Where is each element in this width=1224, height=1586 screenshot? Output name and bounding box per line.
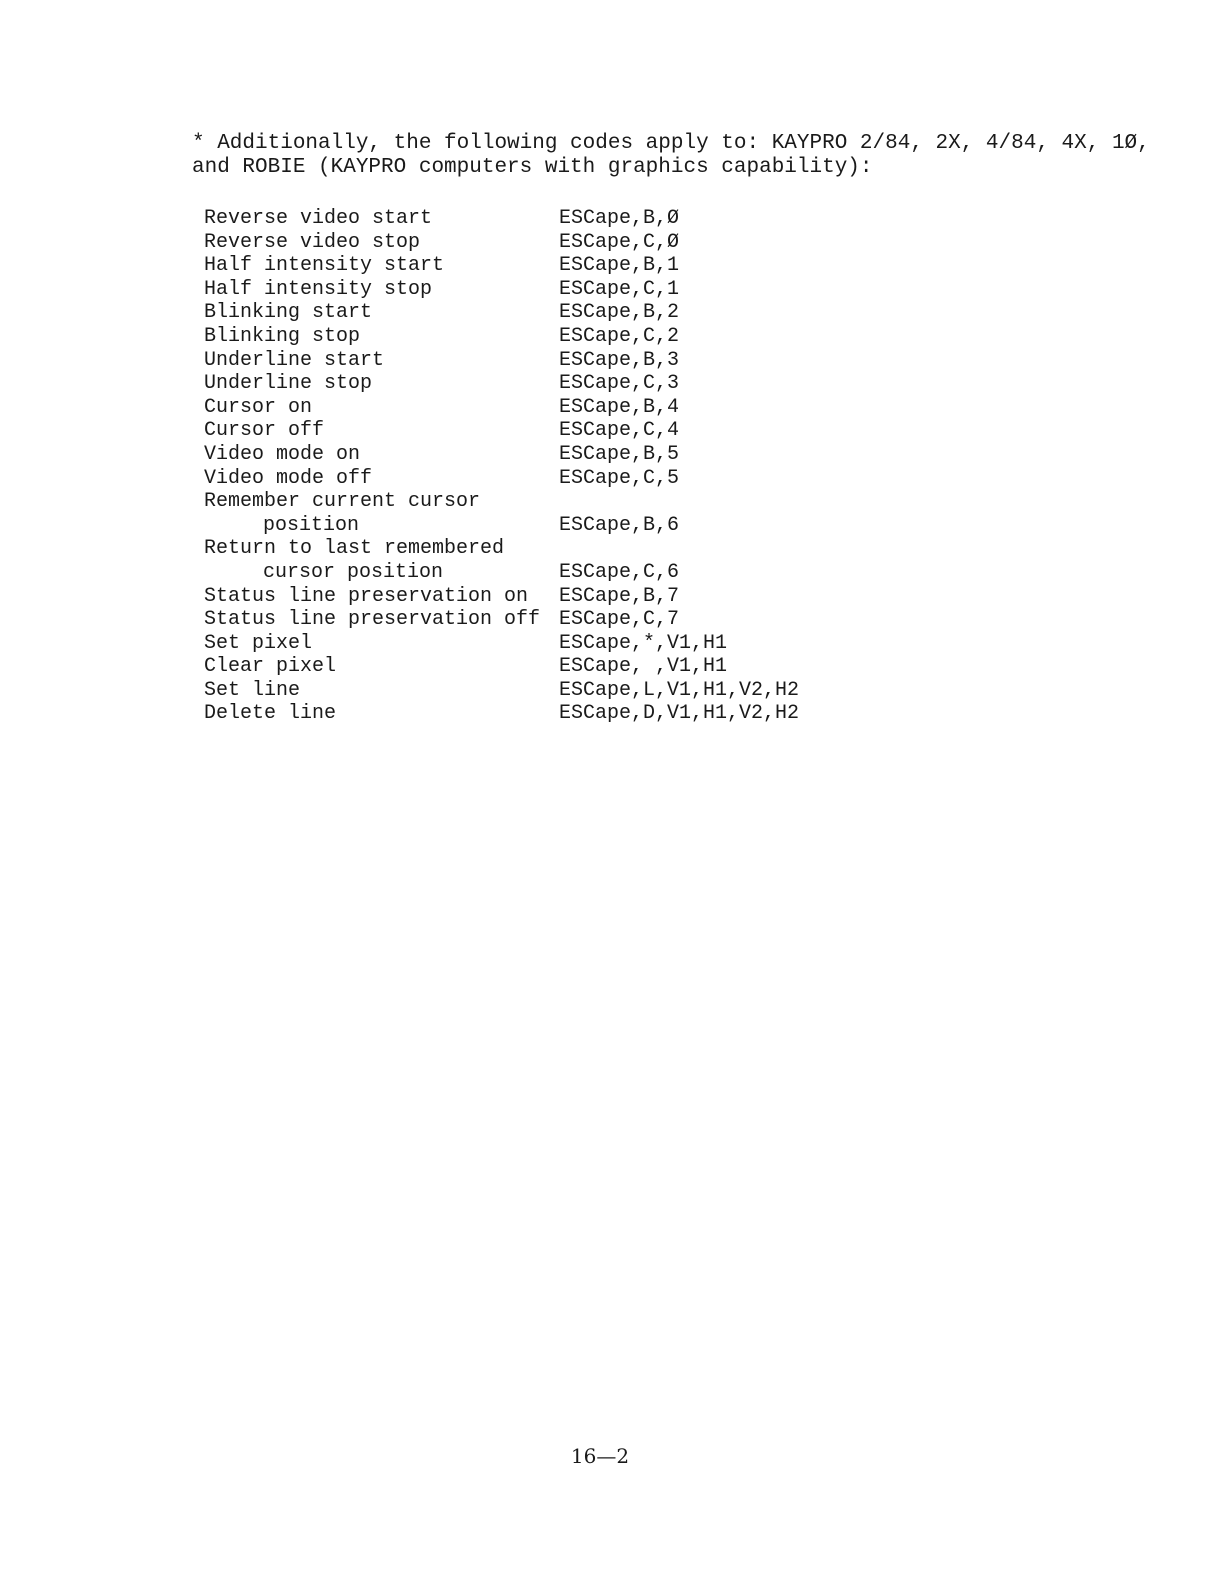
code-row (204, 254, 824, 278)
intro-line-2: and ROBIE (KAYPRO computers with graphics capability): (192, 156, 873, 179)
escape-sequence: ESCape,B,4 (559, 395, 680, 419)
escape-sequence: ESCape,B,1 (559, 254, 680, 278)
code-row (204, 655, 824, 679)
code-row (204, 702, 824, 726)
code-row (204, 443, 824, 467)
escape-sequence: ESCape,C,5 (559, 466, 680, 490)
escape-sequence: ESCape,C,7 (559, 608, 680, 632)
function-label: Underline start (204, 348, 385, 372)
intro-paragraph (192, 132, 1150, 180)
function-label: Blinking stop (204, 324, 361, 348)
function-label: Set pixel (204, 631, 313, 655)
function-label: Set line (204, 678, 301, 702)
code-row (204, 514, 824, 538)
escape-sequence: ESCape,B,6 (559, 513, 680, 537)
function-label: Remember current cursor (204, 490, 481, 514)
function-label: Status line preservation on (204, 584, 529, 608)
function-label: Underline stop (204, 372, 373, 396)
escape-sequence: ESCape,L,V1,H1,V2,H2 (559, 678, 800, 702)
code-row (204, 679, 824, 703)
function-label: Cursor on (204, 395, 313, 419)
code-row (204, 632, 824, 656)
escape-sequence: ESCape,B,Ø (559, 207, 680, 230)
code-row (204, 231, 824, 255)
function-label: Cursor off (204, 419, 325, 443)
function-label: Return to last remembered (204, 537, 505, 561)
code-row (204, 537, 824, 561)
code-row (204, 467, 824, 491)
code-row (204, 372, 824, 396)
code-row (204, 207, 824, 231)
escape-sequence: ESCape,B,2 (559, 301, 680, 325)
escape-sequence: ESCape, ,V1,H1 (559, 655, 728, 679)
intro-line-1: * Additionally, the following codes apply to: KAYPRO 2/84, 2X, 4/84, 4X, 1Ø, (192, 132, 1150, 155)
function-label: Delete line (204, 702, 337, 726)
escape-code-table (204, 207, 824, 726)
function-label: Reverse video stop (204, 230, 421, 254)
code-row (204, 301, 824, 325)
escape-sequence: ESCape,C,Ø (559, 230, 680, 254)
escape-sequence: ESCape,*,V1,H1 (559, 631, 728, 655)
function-label: Status line preservation off (204, 608, 541, 632)
page-number: 16—2 (570, 1444, 630, 1468)
function-label: position (263, 513, 360, 537)
escape-sequence: ESCape,B,3 (559, 348, 680, 372)
function-label: Blinking start (204, 301, 373, 325)
function-label: Half intensity stop (204, 277, 433, 301)
escape-sequence: ESCape,C,1 (559, 277, 680, 301)
function-label: Video mode off (204, 466, 373, 490)
code-row (204, 278, 824, 302)
code-row (204, 396, 824, 420)
escape-sequence: ESCape,B,5 (559, 442, 680, 466)
code-row (204, 325, 824, 349)
code-row (204, 490, 824, 514)
function-label: Reverse video start (204, 207, 433, 230)
escape-sequence: ESCape,B,7 (559, 584, 680, 608)
escape-sequence: ESCape,C,2 (559, 324, 680, 348)
function-label: Clear pixel (204, 655, 337, 679)
escape-sequence: ESCape,D,V1,H1,V2,H2 (559, 702, 800, 726)
code-row (204, 608, 824, 632)
escape-sequence: ESCape,C,6 (559, 560, 680, 584)
code-row (204, 561, 824, 585)
code-row (204, 349, 824, 373)
function-label: Video mode on (204, 442, 361, 466)
escape-sequence: ESCape,C,4 (559, 419, 680, 443)
function-label: Half intensity start (204, 254, 445, 278)
code-row (204, 585, 824, 609)
code-row (204, 419, 824, 443)
function-label: cursor position (263, 560, 444, 584)
escape-sequence: ESCape,C,3 (559, 372, 680, 396)
